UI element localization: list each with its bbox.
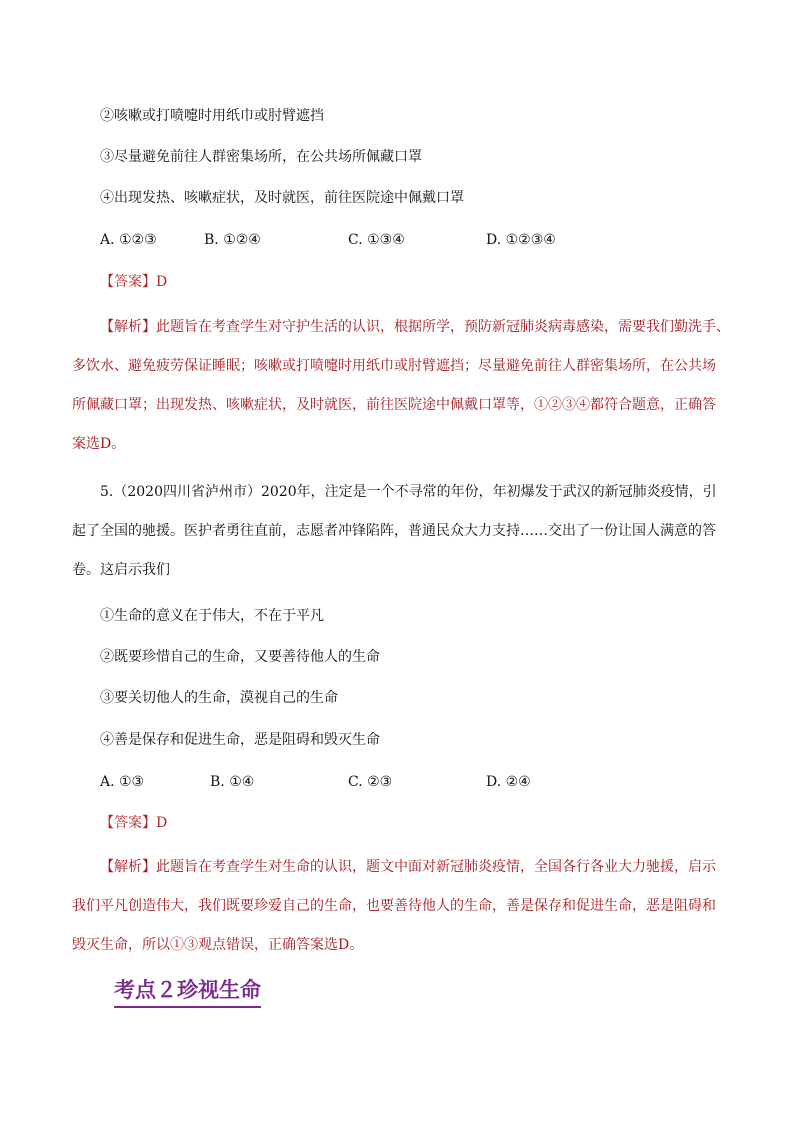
q4-answer-label: 【答案】: [100, 274, 156, 290]
q5-answer-label: 【答案】: [100, 815, 156, 831]
q5-analysis-line-3: 毁灭生命，所以①③观点错误，正确答案选D。: [72, 937, 364, 953]
q5-stem-line-2: 起了全国的驰援。医护者勇往直前，志愿者冲锋陷阵，普通民众大力支持……交出了一份让国人满意的答: [72, 523, 716, 539]
q4-item-3: ③尽量避免前往人群密集场所，在公共场所佩藏口罩: [100, 149, 422, 165]
q4-item-2: ②咳嗽或打喷嚏时用纸巾或肘臂遮挡: [100, 108, 324, 124]
q4-analysis-line-3: 所佩藏口罩；出现发热、咳嗽症状，及时就医，前往医院途中佩戴口罩等，①②③④都符合题意，正确答: [72, 397, 716, 413]
q4-option-b: B. ①②④: [204, 232, 261, 248]
q4-analysis-line-1: 【解析】此题旨在考查学生对守护生活的认识，根据所学，预防新冠肺炎病毒感染，需要我们勤洗手、: [100, 319, 730, 335]
q5-answer: [100, 813, 167, 833]
q4-option-c: C. ①③④: [348, 232, 405, 248]
q5-answer-value: D: [156, 815, 168, 831]
q4-option-d: D. ①②③④: [486, 232, 556, 248]
q5-analysis-line-1: 【解析】此题旨在考查学生对生命的认识，题文中面对新冠肺炎疫情，全国各行各业大力驰援，启示: [100, 859, 716, 875]
q4-answer-value: D: [156, 274, 168, 290]
q5-option-d: D. ②④: [486, 774, 531, 790]
section-heading: 考点２珍视生命: [114, 975, 261, 1008]
q5-stem-line-3: 卷。这启示我们: [72, 562, 170, 578]
q5-item-1: ①生命的意义在于伟大，不在于平凡: [100, 608, 324, 624]
q4-analysis-line-2: 多饮水、避免疲劳保证睡眠；咳嗽或打喷嚏时用纸巾或肘臂遮挡；尽量避免前往人群密集场所，在公共场: [72, 358, 716, 374]
q4-option-a: A. ①②③: [100, 232, 157, 248]
q5-item-4: ④善是保存和促进生命，恶是阻碍和毁灭生命: [100, 732, 380, 748]
q5-option-b: B. ①④: [210, 774, 255, 790]
q4-analysis-line-4: 案选D。: [72, 436, 126, 452]
q4-answer: [100, 272, 167, 292]
q5-stem: [72, 473, 722, 590]
q5-item-3: ③要关切他人的生命，漠视自己的生命: [100, 690, 338, 706]
q5-analysis-line-2: 我们平凡创造伟大，我们既要珍爱自己的生命，也要善待他人的生命，善是保存和促进生命，恶是阻碍和: [72, 898, 716, 914]
q5-item-2: ②既要珍惜自己的生命，又要善待他人的生命: [100, 649, 380, 665]
q4-item-4: ④出现发热、咳嗽症状，及时就医，前往医院途中佩戴口罩: [100, 190, 464, 206]
q5-option-a: A. ①③: [100, 774, 145, 790]
q5-stem-line-1: 5.（2020四川省泸州市）2020年，注定是一个不寻常的年份，年初爆发于武汉的新冠肺炎疫情，引: [100, 484, 717, 500]
q5-analysis: [72, 848, 722, 965]
q4-analysis: [72, 308, 730, 464]
q5-option-c: C. ②③: [348, 774, 393, 790]
